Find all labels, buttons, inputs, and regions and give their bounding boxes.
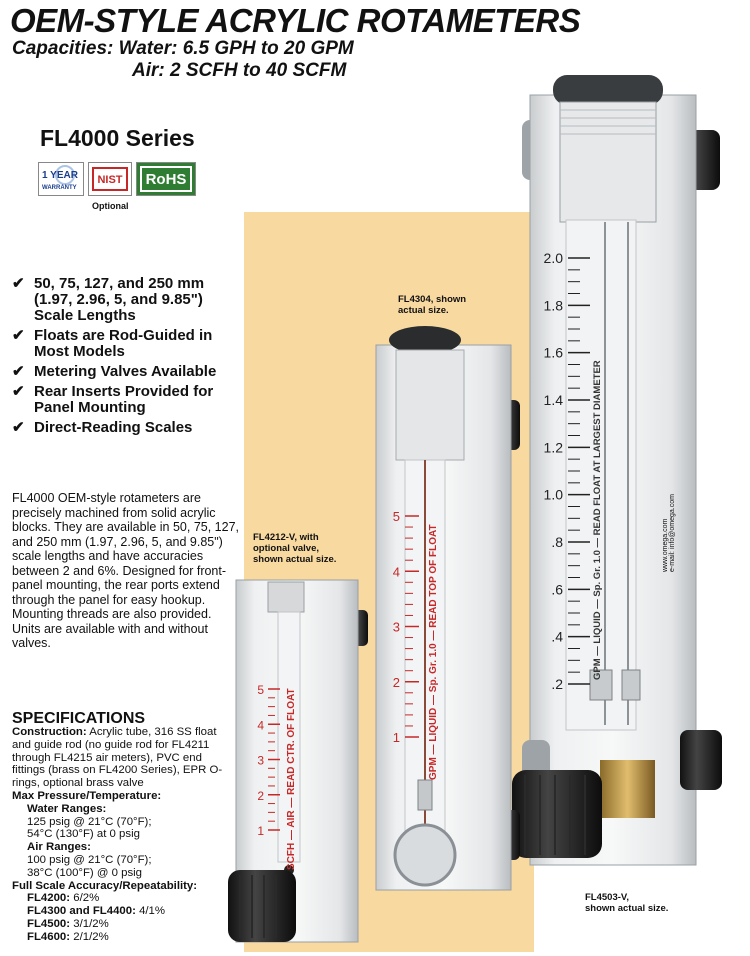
scale-label: 3 bbox=[392, 619, 400, 635]
check-icon: ✔ bbox=[12, 275, 25, 292]
valve-knob-small[interactable] bbox=[228, 870, 296, 942]
product-description: FL4000 OEM-style rotameters are precisely machined from solid acrylic blocks. They are available in 50, 75, 127, and 250 mm (1.97, 2.96, 5, and 9.85") scale lengths and have accuracies between 2 and 6%. Designed for front-panel mounting, the rear ports extend through the panel for easy hookup. Mounting threads are also provided. Units are available with and without valves. bbox=[12, 491, 239, 650]
caption-fl4212: FL4212-V, with optional valve, shown actual size. bbox=[253, 532, 337, 565]
capacities-air: Air: 2 SCFH to 40 SCFM bbox=[132, 60, 347, 81]
scale-label: 1.6 bbox=[543, 344, 563, 361]
check-icon: ✔ bbox=[12, 419, 25, 436]
caption-fl4503: FL4503-V, shown actual size. bbox=[585, 892, 669, 914]
scale-label: 1.2 bbox=[543, 439, 563, 456]
scale-label: .8 bbox=[551, 534, 563, 550]
medium-scale-legend: GPM — LIQUID — Sp. Gr. 1.0 — READ TOP OF FLOAT bbox=[428, 524, 439, 780]
scale-label: 4 bbox=[392, 564, 400, 580]
specifications-body: Construction: Acrylic tube, 316 SS float and guide rod (no guide rod for FL4211 through FL4215 air meters), PVC end fittings (brass on FL4200 Series), EPR O-rings, optional brass valve Max Pressure/Temperature: Water Ranges: 125 psig @ 21°C (70°F); 54°C (130°F) at 0 psig Air Ranges: 100 psig @ 21°C (70°F); 38°C (100°F) @ 0 psig Full Scale Accuracy/Repeatability: FL4200: 6/2% FL4300 and FL4400: 4/1% FL4500: 3/1/2% FL4600: 2/1/2% bbox=[12, 726, 223, 943]
scale-label: 1 bbox=[257, 824, 264, 838]
warranty-label: WARRANTY bbox=[42, 185, 77, 191]
scale-label: 1.8 bbox=[543, 297, 563, 314]
bottom-fitting-medium bbox=[395, 825, 455, 885]
float-medium bbox=[418, 780, 432, 810]
check-icon: ✔ bbox=[12, 363, 25, 380]
page-title: OEM-STYLE ACRYLIC ROTAMETERS bbox=[10, 2, 581, 39]
omega-url: www.omega.com e-mail: info@omega.com bbox=[662, 494, 676, 572]
scale-label: 1.0 bbox=[543, 486, 563, 503]
scale-label: .6 bbox=[551, 581, 563, 598]
check-icon: ✔ bbox=[12, 327, 25, 344]
medium-rotameter bbox=[376, 326, 520, 890]
optional-note: Optional bbox=[92, 201, 129, 211]
feature-item: ✔ Floats are Rod-Guided in Most Models bbox=[12, 327, 213, 360]
scale-label: 5 bbox=[392, 509, 400, 524]
side-port-bottom-right bbox=[680, 730, 722, 790]
feature-item: ✔ Rear Inserts Provided for Panel Mounting bbox=[12, 383, 214, 416]
large-rotameter bbox=[512, 75, 722, 865]
scale-label: 2 bbox=[257, 788, 264, 803]
rohs-label: RoHS bbox=[140, 166, 192, 192]
scale-label: 2.0 bbox=[543, 250, 563, 266]
scale-label: .4 bbox=[551, 628, 563, 645]
scale-label: 1.4 bbox=[543, 392, 563, 408]
nist-label: NIST bbox=[92, 167, 128, 191]
small-scale-legend: SCFH — AIR — READ CTR. OF FLOAT bbox=[286, 688, 297, 870]
top-cap bbox=[553, 75, 663, 105]
check-icon: ✔ bbox=[12, 383, 25, 400]
scale-label: 3 bbox=[257, 753, 264, 768]
series-title: FL4000 Series bbox=[40, 125, 195, 151]
large-scale-legend: GPM — LIQUID — Sp. Gr. 1.0 — READ FLOAT AT LARGEST DIAMETER bbox=[592, 360, 603, 680]
capacities-water: Capacities: Water: 6.5 GPH to 20 GPM bbox=[12, 38, 354, 59]
warranty-years: 1 YEAR bbox=[42, 170, 78, 181]
brass-valve bbox=[600, 760, 655, 818]
top-fitting bbox=[560, 102, 656, 222]
specifications-heading: SPECIFICATIONS bbox=[12, 710, 146, 727]
scale-label: 2 bbox=[392, 674, 400, 690]
scale-label: .2 bbox=[551, 676, 563, 692]
scale-label: 1 bbox=[392, 730, 400, 745]
feature-item: ✔ 50, 75, 127, and 250 mm (1.97, 2.96, 5, and 9.85") Scale Lengths bbox=[12, 275, 205, 324]
scale-label: 5 bbox=[257, 683, 264, 697]
feature-item: ✔ Metering Valves Available bbox=[12, 363, 217, 380]
small-rotameter bbox=[228, 580, 368, 942]
feature-item: ✔ Direct-Reading Scales bbox=[12, 419, 193, 436]
scale-label: 4 bbox=[257, 718, 264, 733]
caption-fl4304: FL4304, shown actual size. bbox=[398, 294, 467, 316]
